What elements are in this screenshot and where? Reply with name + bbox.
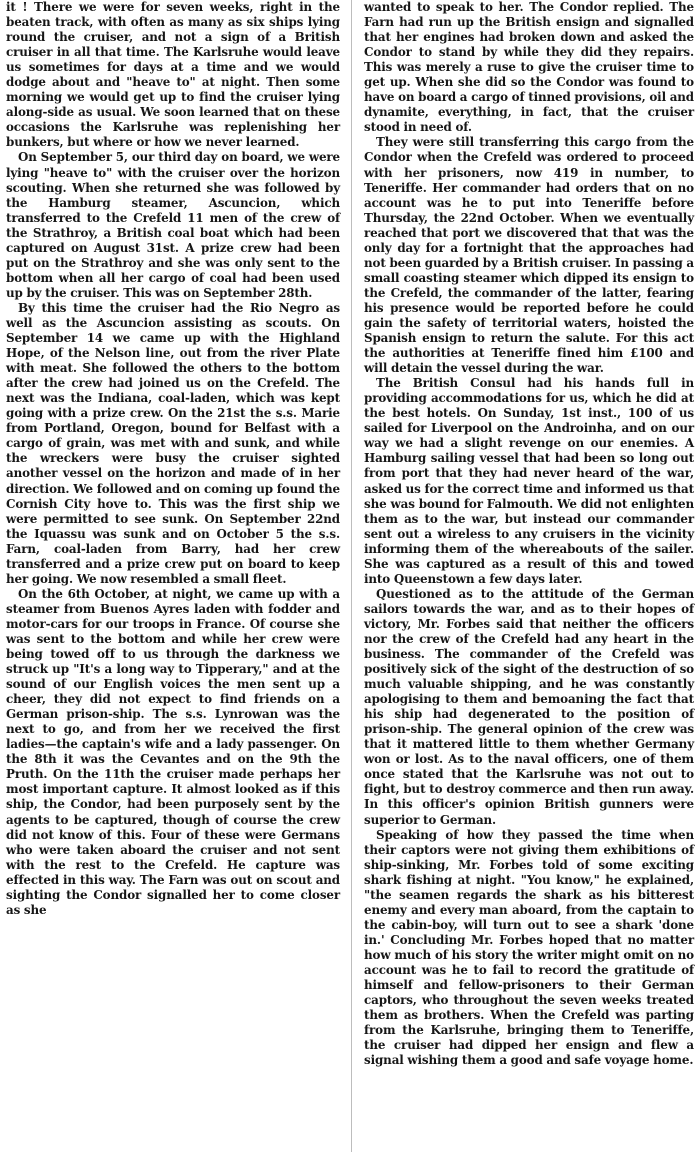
article-column-right <box>364 0 694 1068</box>
paragraph: wanted to speak to her. The Condor replied. The Farn had run up the British ensign and signalled that her engines had broken down and asked the Condor to stand by while they did they repairs. This was merely a ruse to give the cruiser time to get up. When she did so the Condor was found to have on board a cargo of tinned provisions, oil and dynamite, everything, in fact, that the cruiser stood in need of. <box>364 0 694 135</box>
paragraph: They were still transferring this cargo from the Condor when the Crefeld was ordered to proceed with her prisoners, now 419 in number, to Teneriffe. Her commander had orders that on no account was he to put into Teneriffe before Thursday, the 22nd October. When we eventually reached that port we discovered that that was the only day for a fortnight that the approaches had not been guarded by a British cruiser. In passing a small coasting steamer which dipped its ensign to the Crefeld, the commander of the latter, fearing his presence would be reported before he could gain the safety of territorial waters, hoisted the Spanish ensign to return the salute. For this act the authorities at Teneriffe fined him £100 and will detain the vessel during the war. <box>364 135 694 376</box>
paragraph: On the 6th October, at night, we came up with a steamer from Buenos Ayres laden with fodder and motor-cars for our troops in France. Of course she was sent to the bottom and while her crew were being towed off to us through the darkness we struck up "It's a long way to Tipperary," and at the sound of our English voices the men sent up a cheer, they did not expect to find friends on a German prison-ship. The s.s. Lynrowan was the next to go, and from her we received the first ladies—the captain's wife and a lady passenger. On the 8th it was the Cevantes and on the 9th the Pruth. On the 11th the cruiser made perhaps her most important capture. It almost looked as if this ship, the Condor, had been purposely sent by the agents to be captured, though of course the crew did not know of this. Four of these were Germans who were taken aboard the cruiser and not sent with the rest to the Crefeld. He capture was effected in this way. The Farn was out on scout and sighting the Condor signalled her to come closer as she <box>6 586 340 917</box>
paragraph: it ! There we were for seven weeks, right in the beaten track, with often as many as six ships lying round the cruiser, and not a sign of a British cruiser in all that time. The Karlsruhe would leave us sometimes for days at a time and we would dodge about and "heave to" at night. Then some morning we would get up to find the cruiser lying along-side as usual. We soon learned that on these occasions the Karlsruhe was replenishing her bunkers, but where or how we never learned. <box>6 0 340 150</box>
article-column-left <box>6 0 340 918</box>
paragraph: Questioned as to the attitude of the German sailors towards the war, and as to their hopes of victory, Mr. Forbes said that neither the officers nor the crew of the Crefeld had any heart in the business. The commander of the Crefeld was positively sick of the sight of the destruction of so much valuable shipping, and he was constantly apologising to them and bemoaning the fact that his ship had degenerated to the position of prison-ship. The general opinion of the crew was that it mattered little to them whether Germany won or lost. As to the naval officers, one of them once stated that the Karlsruhe was not out to fight, but to destroy commerce and then run away. In this officer's opinion British gunners were superior to German. <box>364 586 694 827</box>
paragraph: By this time the cruiser had the Rio Negro as well as the Ascuncion assisting as scouts. On September 14 we came up with the Highland Hope, of the Nelson line, out from the river Plate with meat. She followed the others to the bottom after the crew had joined us on the Crefeld. The next was the Indiana, coal-laden, which was kept going with a prize crew. On the 21st the s.s. Marie from Portland, Oregon, bound for Belfast with a cargo of grain, was met with and sunk, and while the wreckers were busy the cruiser sighted another vessel on the horizon and made of in her direction. We followed and on coming up found the Cornish City hove to. This was the first ship we were permitted to see sunk. On September 22nd the Iquassu was sunk and on October 5 the s.s. Farn, coal-laden from Barry, had her crew transferred and a prize crew put on board to keep her going. We now resembled a small fleet. <box>6 300 340 586</box>
paragraph: On September 5, our third day on board, we were lying "heave to" with the cruiser over the horizon scouting. When she returned she was followed by the Hamburg steamer, Ascuncion, which transferred to the Crefeld 11 men of the crew of the Strathroy, a British coal boat which had been captured on August 31st. A prize crew had been put on the Strathroy and she was only sent to the bottom when all her cargo of coal had been used up by the cruiser. This was on September 28th. <box>6 150 340 300</box>
column-divider <box>351 0 352 1152</box>
paragraph: Speaking of how they passed the time when their captors were not giving them exhibitions of ship-sinking, Mr. Forbes told of some exciting shark fishing at night. "You know," he explained, "the seamen regards the shark as his bitterest enemy and every man aboard, from the captain to the cabin-boy, will turn out to see a shark 'done in.' Concluding Mr. Forbes hoped that no matter how much of his story the writer might omit on no account was he to fail to record the gratitude of himself and fellow-prisoners to their German captors, who throughout the seven weeks treated them as brothers. When the Crefeld was parting from the Karlsruhe, bringing them to Teneriffe, the cruiser had dipped her ensign and flew a signal wishing them a good and safe voyage home. <box>364 827 694 1068</box>
paragraph: The British Consul had his hands full in providing accommodations for us, which he did at the best hotels. On Sunday, 1st inst., 100 of us sailed for Liverpool on the Androinha, and on our way we had a slight revenge on our enemies. A Hamburg sailing vessel that had been so long out from port that they had never heard of the war, asked us for the correct time and informed us that she was bound for Falmouth. We did not enlighten them as to the war, but instead our commander sent out a wireless to any cruisers in the vicinity informing them of the whereabouts of the sailer. She was captured as a result of this and towed into Queenstown a few days later. <box>364 376 694 586</box>
